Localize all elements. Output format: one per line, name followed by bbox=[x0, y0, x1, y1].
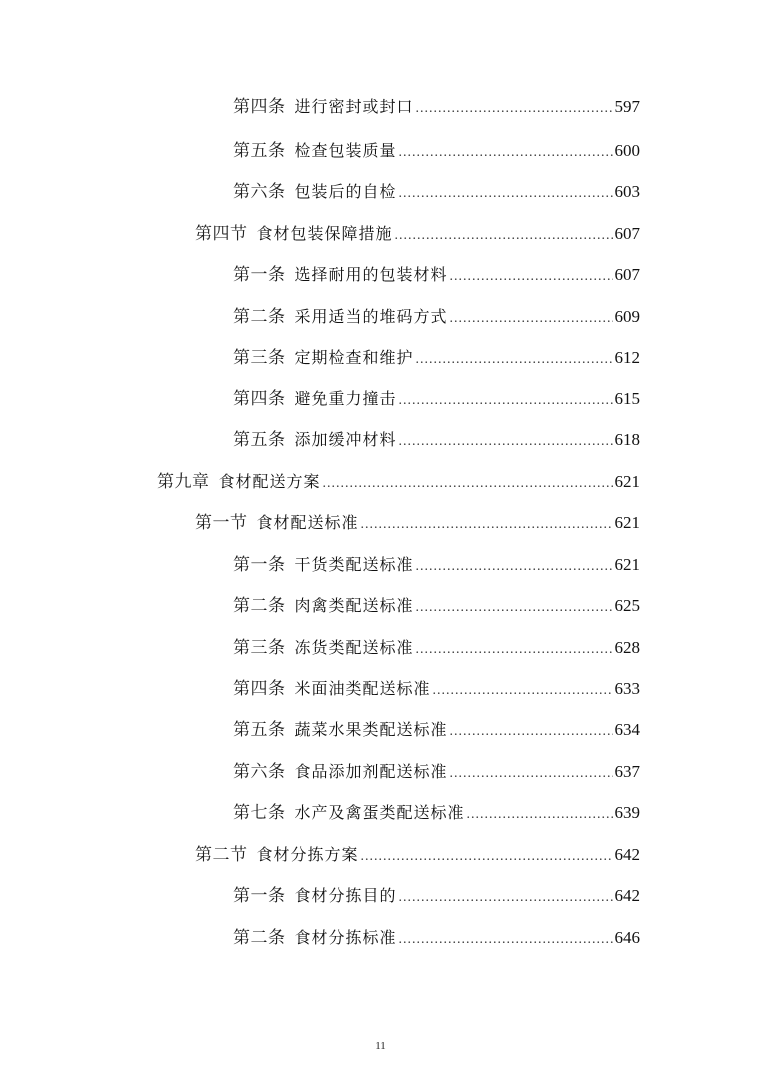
toc-entry-page: 633 bbox=[614, 679, 640, 698]
toc-entry[interactable] bbox=[233, 427, 640, 453]
toc-entry-prefix: 第二条 bbox=[233, 596, 286, 616]
toc-entry[interactable] bbox=[233, 593, 640, 619]
dot-leader bbox=[416, 554, 613, 580]
toc-entry-title: 检查包装质量 bbox=[294, 141, 397, 160]
toc-entry-prefix: 第一节 bbox=[195, 513, 248, 533]
toc-entry-title: 定期检查和维护 bbox=[294, 348, 414, 367]
toc-entry-page: 607 bbox=[614, 224, 640, 243]
dot-leader bbox=[361, 844, 613, 870]
toc-entry-page: 603 bbox=[614, 182, 640, 201]
toc-entry[interactable] bbox=[233, 179, 640, 205]
toc-entry[interactable] bbox=[233, 262, 640, 288]
toc-entry-prefix: 第二条 bbox=[233, 928, 286, 948]
toc-entry-prefix: 第五条 bbox=[233, 141, 286, 161]
toc-entry-title: 食品添加剂配送标准 bbox=[294, 762, 448, 781]
toc-entry[interactable] bbox=[233, 676, 640, 702]
toc-entry[interactable] bbox=[233, 759, 640, 785]
toc-entry-prefix: 第三条 bbox=[233, 348, 286, 368]
dot-leader bbox=[450, 264, 613, 290]
dot-leader bbox=[416, 595, 613, 621]
toc-entry-page: 612 bbox=[614, 348, 640, 367]
toc-entry-prefix: 第一条 bbox=[233, 886, 286, 906]
toc-entry-prefix: 第六条 bbox=[233, 762, 286, 782]
toc-entry[interactable] bbox=[233, 304, 640, 330]
toc-entry-title: 进行密封或封口 bbox=[294, 97, 414, 116]
toc-entry[interactable] bbox=[233, 94, 640, 120]
toc-entry-title: 食材配送方案 bbox=[218, 472, 321, 491]
toc-entry-title: 蔬菜水果类配送标准 bbox=[294, 720, 448, 739]
dot-leader bbox=[399, 140, 613, 166]
toc-entry-prefix: 第六条 bbox=[233, 182, 286, 202]
toc-entry-title: 冻货类配送标准 bbox=[294, 638, 414, 657]
toc-entry-page: 609 bbox=[614, 307, 640, 326]
toc-entry-title: 食材分拣方案 bbox=[256, 845, 359, 864]
toc-entry-page: 621 bbox=[614, 513, 640, 532]
toc-entry-prefix: 第三条 bbox=[233, 638, 286, 658]
toc-entry-title: 选择耐用的包装材料 bbox=[294, 265, 448, 284]
toc-entry-prefix: 第四条 bbox=[233, 389, 286, 409]
toc-entry-page: 597 bbox=[614, 97, 640, 116]
toc-entry-title: 水产及禽蛋类配送标准 bbox=[294, 803, 465, 822]
toc-entry[interactable] bbox=[233, 883, 640, 909]
toc-entry[interactable] bbox=[195, 510, 640, 536]
dot-leader bbox=[399, 181, 613, 207]
toc-entry-title: 添加缓冲材料 bbox=[294, 430, 397, 449]
toc-entry-page: 639 bbox=[614, 803, 640, 822]
toc-entry-prefix: 第五条 bbox=[233, 720, 286, 740]
dot-leader bbox=[416, 347, 613, 373]
toc-entry-title: 采用适当的堆码方式 bbox=[294, 307, 448, 326]
dot-leader bbox=[399, 927, 613, 953]
dot-leader bbox=[399, 388, 613, 414]
toc-entry-page: 618 bbox=[614, 430, 640, 449]
toc-entry-title: 干货类配送标准 bbox=[294, 555, 414, 574]
toc-entry-page: 628 bbox=[614, 638, 640, 657]
toc-entry-prefix: 第二节 bbox=[195, 845, 248, 865]
dot-leader bbox=[395, 223, 613, 249]
toc-entry[interactable] bbox=[233, 138, 640, 164]
dot-leader bbox=[416, 637, 613, 663]
toc-entry-page: 637 bbox=[614, 762, 640, 781]
toc-entry-prefix: 第九章 bbox=[157, 472, 210, 492]
toc-entry-page: 621 bbox=[614, 472, 640, 491]
dot-leader bbox=[467, 802, 613, 828]
toc-entry-title: 避免重力撞击 bbox=[294, 389, 397, 408]
toc-entry-prefix: 第四条 bbox=[233, 97, 286, 117]
toc-entry-page: 600 bbox=[614, 141, 640, 160]
toc-entry[interactable] bbox=[157, 469, 640, 495]
dot-leader bbox=[450, 761, 613, 787]
toc-entry-title: 食材分拣标准 bbox=[294, 928, 397, 947]
toc-entry[interactable] bbox=[233, 386, 640, 412]
toc-entry-prefix: 第一条 bbox=[233, 265, 286, 285]
toc-entry[interactable] bbox=[233, 345, 640, 371]
toc-entry-page: 642 bbox=[614, 886, 640, 905]
toc-entry-page: 646 bbox=[614, 928, 640, 947]
toc-entry-prefix: 第五条 bbox=[233, 430, 286, 450]
toc-entry[interactable] bbox=[195, 842, 640, 868]
toc-entry-prefix: 第七条 bbox=[233, 803, 286, 823]
toc-entry[interactable] bbox=[233, 552, 640, 578]
dot-leader bbox=[323, 471, 613, 497]
toc-entry-title: 肉禽类配送标准 bbox=[294, 596, 414, 615]
toc-entry-page: 615 bbox=[614, 389, 640, 408]
dot-leader bbox=[450, 719, 613, 745]
toc-entry-page: 621 bbox=[614, 555, 640, 574]
dot-leader bbox=[433, 678, 613, 704]
toc-entry[interactable] bbox=[195, 221, 640, 247]
dot-leader bbox=[416, 96, 613, 122]
toc-entry[interactable] bbox=[233, 800, 640, 826]
toc-entry-title: 食材分拣目的 bbox=[294, 886, 397, 905]
dot-leader bbox=[399, 885, 613, 911]
toc-entry[interactable] bbox=[233, 635, 640, 661]
dot-leader bbox=[361, 512, 613, 538]
toc-entry-title: 食材包装保障措施 bbox=[256, 224, 393, 243]
toc-entry[interactable] bbox=[233, 717, 640, 743]
toc-entry-page: 642 bbox=[614, 845, 640, 864]
toc-entry-page: 634 bbox=[614, 720, 640, 739]
toc-entry-page: 607 bbox=[614, 265, 640, 284]
toc-entry-title: 食材配送标准 bbox=[256, 513, 359, 532]
toc-entry-page: 625 bbox=[614, 596, 640, 615]
toc-entry-title: 包装后的自检 bbox=[294, 182, 397, 201]
toc-entry-prefix: 第四条 bbox=[233, 679, 286, 699]
toc-entry-prefix: 第四节 bbox=[195, 224, 248, 244]
page-number: 11 bbox=[375, 1040, 386, 1052]
toc-entry-prefix: 第二条 bbox=[233, 307, 286, 327]
dot-leader bbox=[399, 429, 613, 455]
dot-leader bbox=[450, 306, 613, 332]
toc-entry-title: 米面油类配送标准 bbox=[294, 679, 431, 698]
toc-entry[interactable] bbox=[233, 925, 640, 951]
toc-entry-prefix: 第一条 bbox=[233, 555, 286, 575]
